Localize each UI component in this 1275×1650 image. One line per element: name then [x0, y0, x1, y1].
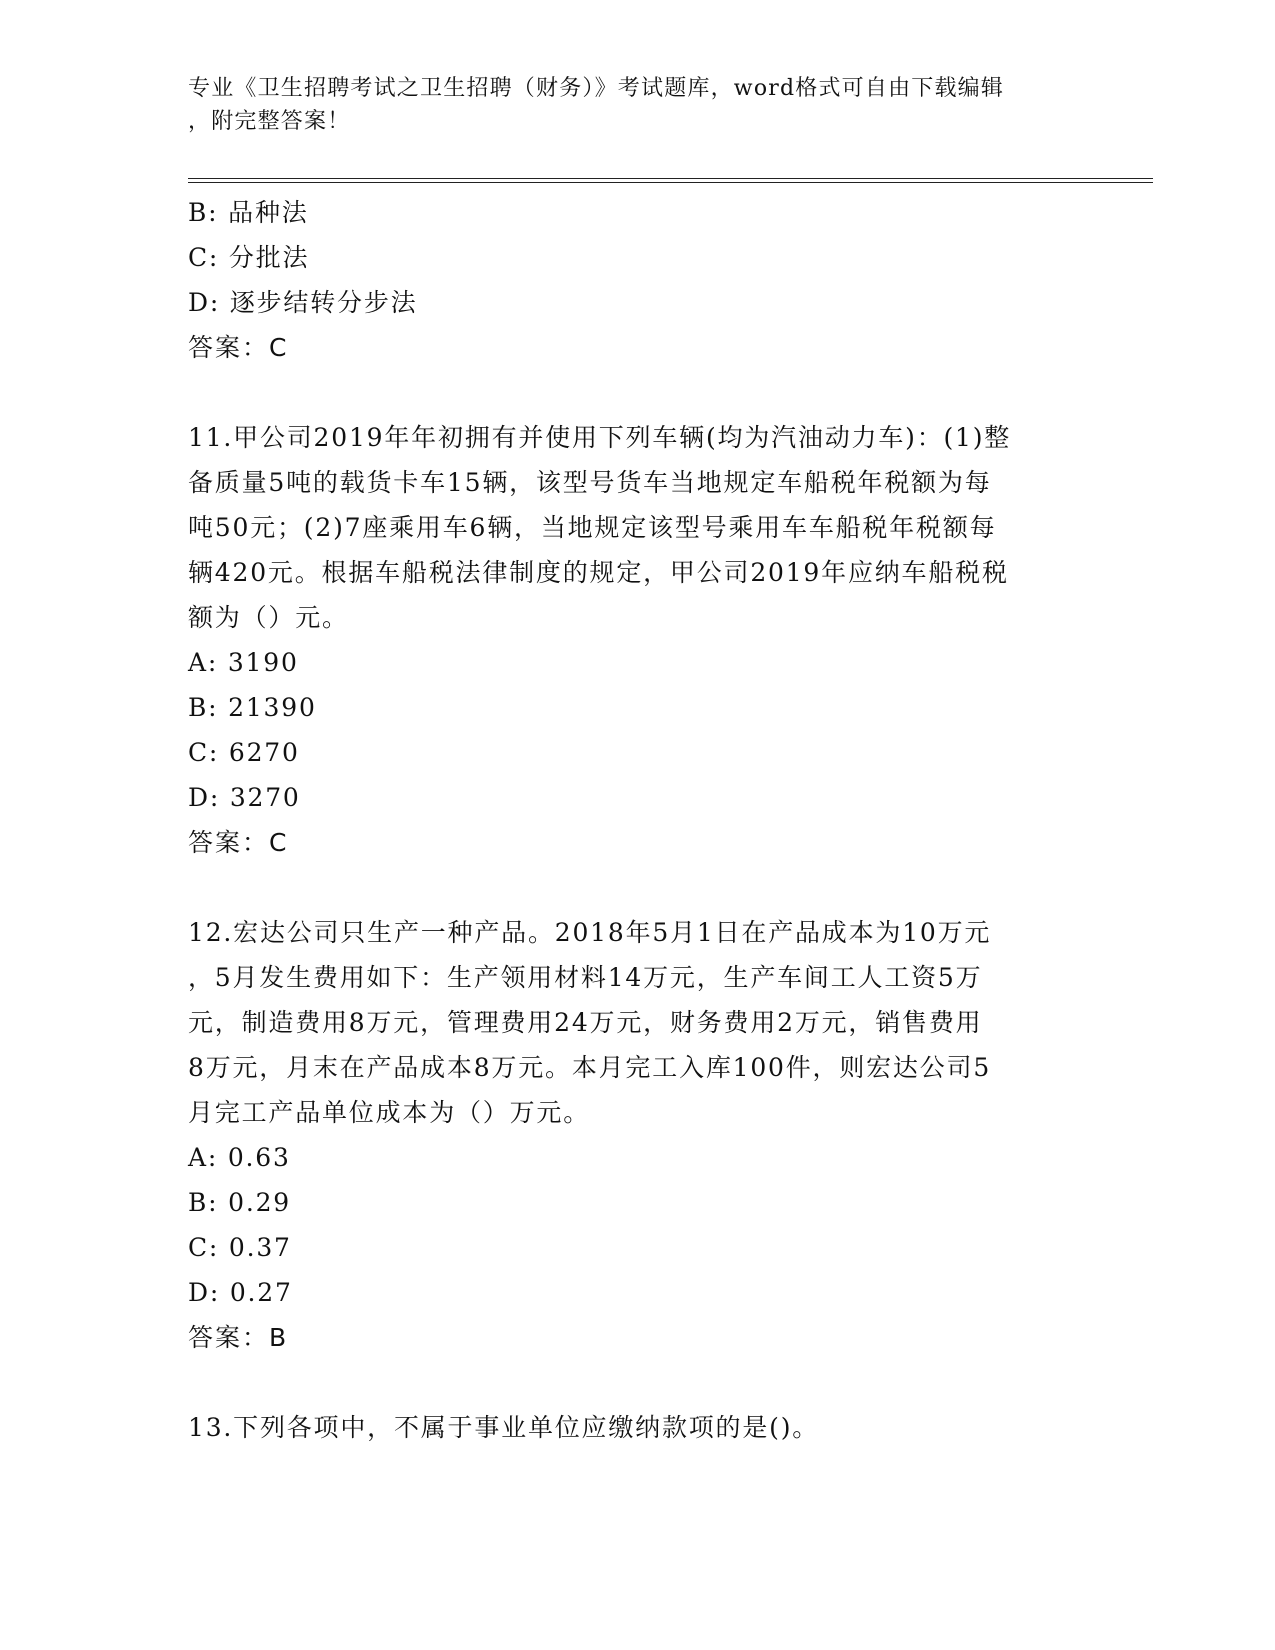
question-11-block — [188, 415, 1078, 865]
option-d: D: 3270 — [188, 783, 301, 812]
option-d: D: 逐步结转分步法 — [188, 288, 418, 317]
option-c: C: 分批法 — [188, 243, 310, 272]
prev-question-block — [188, 190, 1078, 370]
option-c: C: 0.37 — [188, 1233, 292, 1262]
question-12-text-line: 8万元，月末在产品成本8万元。本月完工入库100件，则宏达公司5 — [188, 1053, 992, 1082]
spacer — [188, 865, 1078, 910]
spacer — [188, 1360, 1078, 1405]
option-b: B: 21390 — [188, 693, 317, 722]
option-a: A: 0.63 — [188, 1143, 291, 1172]
option-a: A: 3190 — [188, 648, 299, 677]
question-12-text-line: 12.宏达公司只生产一种产品。2018年5月1日在产品成本为10万元 — [188, 918, 992, 947]
question-11-text-line: 备质量5吨的载货卡车15辆，该型号货车当地规定车船税年税额为每 — [188, 468, 992, 497]
answer-label: 答案：C — [188, 333, 289, 362]
header-divider — [188, 178, 1153, 183]
option-d: D: 0.27 — [188, 1278, 293, 1307]
header-line-1: 专业《卫生招聘考试之卫生招聘（财务）》考试题库，word格式可自由下载编辑 — [188, 76, 1005, 101]
question-11-text-line: 辆420元。根据车船税法律制度的规定，甲公司2019年应纳车船税税 — [188, 558, 1009, 587]
question-11-text-line: 吨50元；(2)7座乘用车6辆，当地规定该型号乘用车车船税年税额每 — [188, 513, 997, 542]
option-b: B: 0.29 — [188, 1188, 292, 1217]
question-13-text-line: 13.下列各项中，不属于事业单位应缴纳款项的是()。 — [188, 1413, 820, 1442]
question-13-block — [188, 1405, 1078, 1450]
question-list — [188, 190, 1078, 1450]
question-12-text-line: ，5月发生费用如下：生产领用材料14万元，生产车间工人工资5万 — [188, 963, 983, 992]
option-c: C: 6270 — [188, 738, 300, 767]
question-11-text-line: 11.甲公司2019年年初拥有并使用下列车辆(均为汽油动力车)：(1)整 — [188, 423, 1012, 452]
question-12-text-line: 元，制造费用8万元，管理费用24万元，财务费用2万元，销售费用 — [188, 1008, 983, 1037]
option-b: B: 品种法 — [188, 198, 309, 227]
answer-label: 答案：C — [188, 828, 289, 857]
answer-label: 答案：B — [188, 1323, 289, 1352]
header-line-2: ，附完整答案！ — [188, 109, 351, 134]
spacer — [188, 370, 1078, 415]
question-12-block — [188, 910, 1078, 1360]
question-11-text-line: 额为（）元。 — [188, 603, 349, 632]
document-header — [188, 72, 1078, 138]
question-12-text-line: 月完工产品单位成本为（）万元。 — [188, 1098, 591, 1127]
